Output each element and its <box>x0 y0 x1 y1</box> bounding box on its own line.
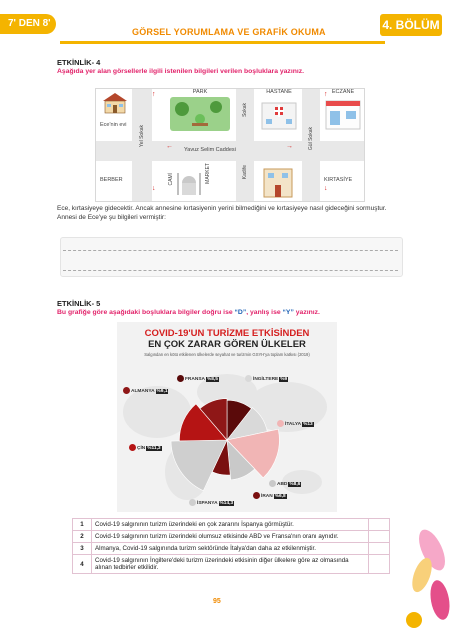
header-left-tag: 7' DEN 8' E <box>0 14 56 34</box>
answer-line[interactable] <box>63 250 398 251</box>
tourism-infographic <box>117 322 337 512</box>
ece-home <box>100 91 130 137</box>
hospital-icon <box>258 95 300 133</box>
country-name: ALMANYA <box>131 388 155 394</box>
statement-row <box>73 519 390 531</box>
country-percent: %8,6 <box>289 481 301 487</box>
flag-icon <box>129 444 136 451</box>
mosque-label: CAMİ <box>168 173 174 186</box>
page-number: 95 <box>213 598 221 605</box>
hospital-label: HASTANE <box>266 89 292 95</box>
statement-number: 3 <box>73 543 92 555</box>
statement-row <box>73 543 390 555</box>
mosque-icon <box>176 169 202 199</box>
country-label-i̇talya <box>277 420 314 427</box>
country-percent: %14,3 <box>219 500 234 506</box>
hospital <box>258 89 300 139</box>
arrow-up-icon: ↑ <box>152 91 156 98</box>
country-percent: %13 <box>303 421 313 427</box>
activity4-instruction: Aşağıda yer alan görsellerle ilgili istenilen bilgileri verilen boşluklara yazınız. <box>57 68 305 75</box>
flag-icon <box>253 492 260 499</box>
info-title-line1: COVID-19'UN TURİZME ETKİSİNDEN <box>144 328 310 339</box>
country-name: ÇİN <box>137 445 146 451</box>
statement-row <box>73 555 390 574</box>
kadife-building <box>258 165 298 199</box>
house-icon <box>100 91 130 115</box>
activity5-title: ETKİNLİK- 5 <box>57 299 101 308</box>
arrow-up-icon: ↑ <box>324 91 328 98</box>
info-subtitle: Salgından en kötü etkilenen ülkelerde seyahat ve turizmin GSYH'ya toplam katkısı (2019) <box>144 352 310 357</box>
answer-cell[interactable] <box>369 543 390 555</box>
arrow-left-icon: ← <box>166 143 173 150</box>
country-label-i̇spanya <box>189 499 234 506</box>
statement-text: Covid-19 salgınının İngiltere'deki turizm üzerindeki etkisinin diğer ülkelere göre az olmasında alınan tedbirler etkilidir. <box>92 555 369 574</box>
sokak-street-label: Sokak <box>242 103 248 117</box>
statement-number: 1 <box>73 519 92 531</box>
statements-table <box>72 518 390 574</box>
country-label-i̇ran <box>253 492 287 499</box>
decorative-petals <box>392 520 450 640</box>
country-label-abd <box>269 480 301 487</box>
country-percent: %9,1 <box>156 388 168 394</box>
country-percent: %9 <box>280 376 288 382</box>
flag-icon <box>123 387 130 394</box>
street-map <box>95 88 365 202</box>
statement-text: Covid-19 salgınının turizm üzerindeki olumsuz etkisinde ABD ve Fransa'nın oranı aynıdır. <box>92 531 369 543</box>
statement-row <box>73 531 390 543</box>
pharmacy-icon <box>322 95 364 133</box>
tourism-pie-chart <box>117 322 337 512</box>
country-label-i̇ngi̇ltere <box>245 375 288 382</box>
instruction-text: yazınız. <box>293 309 320 316</box>
statement-number: 4 <box>73 555 92 574</box>
header-right-tag: 4. BÖLÜM <box>380 14 442 36</box>
flag-icon <box>277 420 284 427</box>
activity5-instruction <box>57 309 320 316</box>
arrow-down-icon: ↓ <box>152 185 156 192</box>
answer-box[interactable] <box>60 237 403 277</box>
header-title: GÖRSEL YORUMLAMA VE GRAFİK OKUMA <box>132 27 326 37</box>
yel-street-label: Yel Sokak <box>139 125 145 148</box>
country-name: İRAN <box>261 493 273 499</box>
barber-label: BERBER <box>100 177 123 183</box>
barber <box>100 169 130 199</box>
statement-number: 2 <box>73 531 92 543</box>
country-name: FRANSA <box>185 376 205 382</box>
building-icon <box>258 165 298 199</box>
y-mark: “Y” <box>282 309 294 316</box>
country-name: İNGİLTERE <box>253 376 279 382</box>
instruction-text: Bu grafiğe göre aşağıdaki boşluklara bilgiler doğru ise <box>57 309 235 316</box>
flag-icon <box>177 375 184 382</box>
country-percent: %8,5 <box>207 376 218 382</box>
answer-cell[interactable] <box>369 531 390 543</box>
pharmacy-label: ECZANE <box>331 89 355 95</box>
main-street-label: Yavuz Selim Caddesi <box>184 147 236 153</box>
header-divider <box>60 41 385 44</box>
activity4-title: ETKİNLİK- 4 <box>57 58 101 67</box>
country-name: ABD <box>277 481 288 487</box>
ece-home-label: Ece'nin evi <box>100 122 127 128</box>
gul-street-label: Gül Sokak <box>308 127 314 151</box>
stationery <box>324 169 364 199</box>
statement-text: Covid-19 salgınının turizm üzerindeki en çok zararını İspanya görmüştür. <box>92 519 369 531</box>
statement-text: Almanya, Covid-19 salgınında turizm sektöründe İtalya'dan daha az etkilenmiştir. <box>92 543 369 555</box>
country-name: İSPANYA <box>197 500 218 506</box>
arrow-right-icon: → <box>286 143 293 150</box>
country-percent: %6,8 <box>274 493 286 499</box>
info-title-line2: EN ÇOK ZARAR GÖREN ÜLKELER <box>148 339 306 350</box>
mosque-market <box>168 161 234 201</box>
pharmacy <box>322 89 364 139</box>
country-label-fransa <box>177 375 219 382</box>
park <box>166 89 234 139</box>
answer-line[interactable] <box>63 270 398 271</box>
flag-icon <box>189 499 196 506</box>
stationery-label: KIRTASİYE <box>324 177 353 183</box>
instruction-text: , yanlış ise <box>246 309 283 316</box>
country-percent: %11,3 <box>147 445 161 451</box>
flag-icon <box>269 480 276 487</box>
arrow-down-icon: ↓ <box>324 185 328 192</box>
answer-cell[interactable] <box>369 519 390 531</box>
park-icon <box>166 95 234 135</box>
activity4-paragraph: Ece, kırtasiyeye gidecektir. Ancak annesine kırtasiyenin yerini bilmediğini ve kırtasiyeye nasıl gideceğini sormuştur. Annesi de Ece'ye şu bilgileri vermiştir: <box>57 205 387 221</box>
answer-cell[interactable] <box>369 555 390 574</box>
kadife-street-label: Kadife <box>242 165 248 180</box>
d-mark: “D” <box>234 309 247 316</box>
market-label: MARKET <box>205 163 211 184</box>
country-label-çi̇n <box>129 444 162 451</box>
flag-icon <box>245 375 252 382</box>
park-label: PARK <box>192 89 208 95</box>
country-name: İTALYA <box>285 421 302 427</box>
country-label-almanya <box>123 387 168 394</box>
